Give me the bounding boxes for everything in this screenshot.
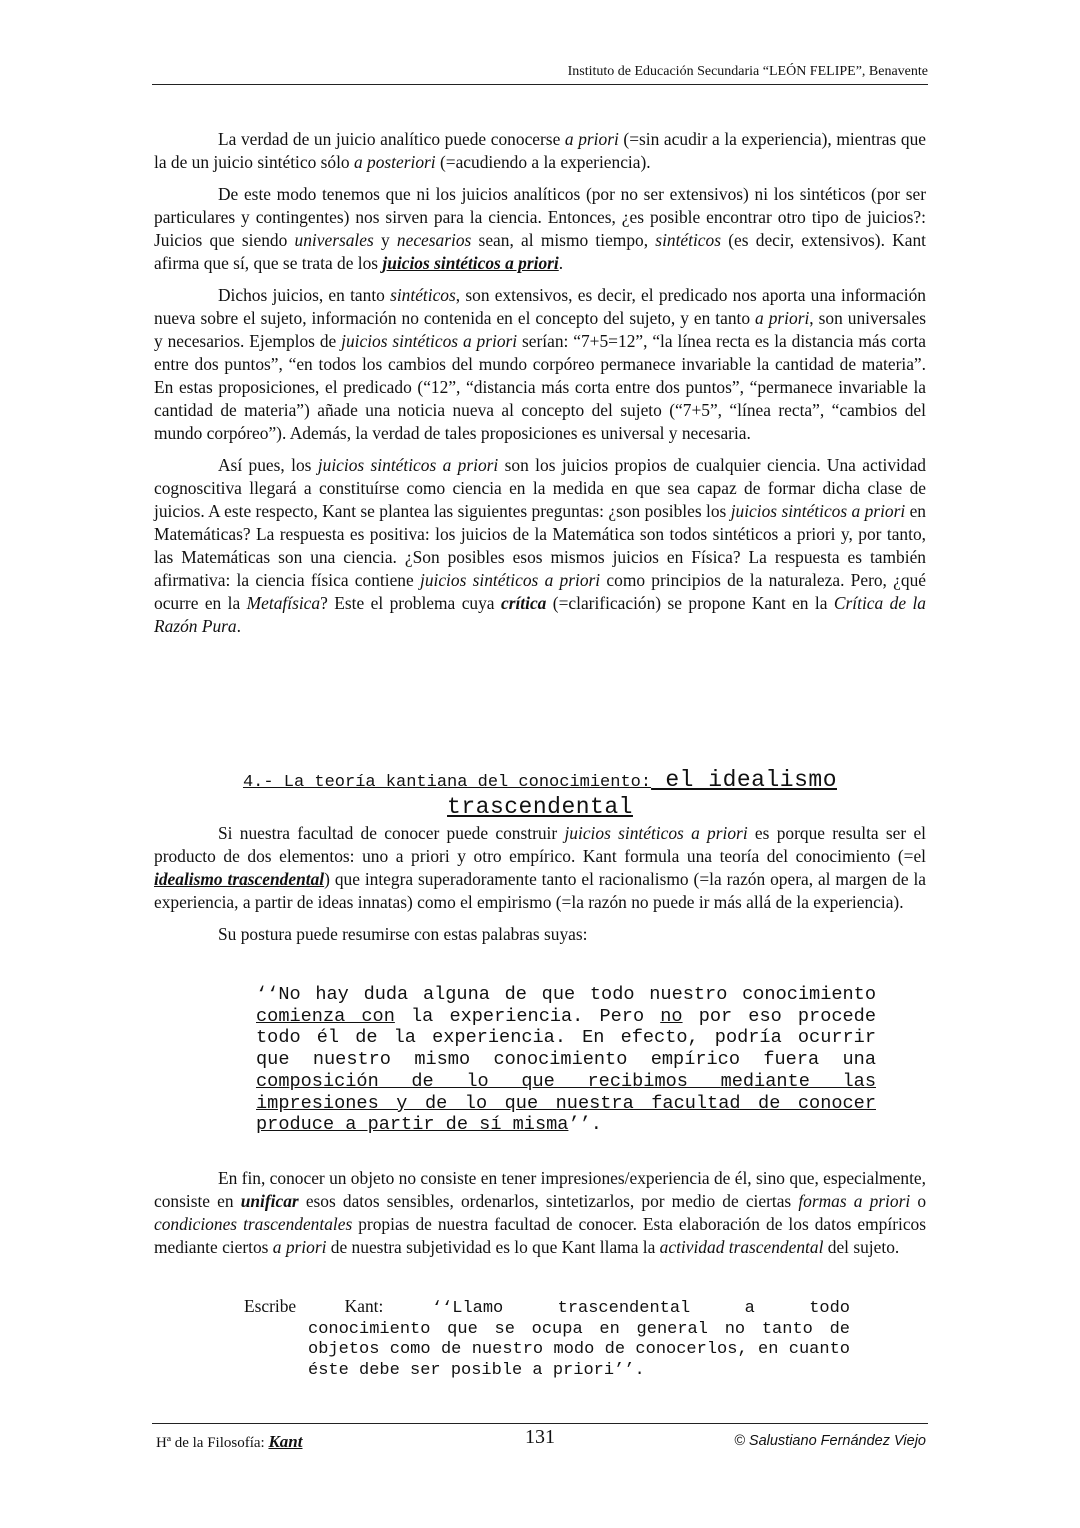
quote-2-intro: Escribe Kant: — [244, 1296, 384, 1316]
page-number: 131 — [525, 1426, 555, 1448]
section-heading-prefix: 4.- La teoría kantiana del conocimiento: — [242, 773, 652, 792]
paragraph-7-block — [154, 1167, 926, 1259]
kant-quote-1: ‘‘No hay duda alguna de que todo nuestro conocimiento comienza con la experiencia. Pero no por eso procede todo él de la experiencia. En efecto, podría ocurrir que nuestro mismo conocimiento empírico fuera una composición de lo que recibimos mediante las impresiones y de lo que nuestra facultad de conocer produce a partir de sí misma’’. — [256, 984, 876, 1136]
footer-copyright: © Salustiano Fernández Viejo — [734, 1433, 926, 1449]
kant-quote-2 — [244, 1296, 850, 1381]
section-heading-part2: trascendental — [447, 794, 633, 820]
quote-2-first-line: ‘‘Llamo trascendental a todo — [431, 1299, 850, 1318]
paragraph-5: Si nuestra facultad de conocer puede construir juicios sintéticos a priori es porque resulta ser el producto de dos elementos: uno a priori y otro empírico. Kant formula una teoría del conocimiento (=el idealismo trascendental) que integra superadoramente tanto el racionalismo (=la razón opera, al margen de la experiencia, a partir de ideas innatas) como el empirismo (=la razón no puede ir más allá de la experiencia). — [154, 823, 927, 912]
paragraph-4: Así pues, los juicios sintéticos a priori son los juicios propios de cualquier ciencia. Una actividad cognoscitiva llegará a constituírse como ciencia en la medida en que sea capaz de formar dicha clase de juicios. A este respecto, Kant se plantea las siguientes preguntas: ¿son posibles los juicios sintéticos a priori en Matemáticas? La respuesta es positiva: los juicios de la Matemática son todos sintéticos a priori y, por tanto, las Matemáticas son una ciencia. ¿Son posibles esos mismos juicios en Física? La respuesta es también afirmativa: la ciencia física contiene juicios sintéticos a priori como principios de la naturaleza. Pero, ¿qué ocurre en la Metafísica? Este el problema cuya crítica (=clarificación) se propone Kant en la Crítica de la Razón Pura. — [154, 455, 927, 636]
footer-author: Kant — [268, 1432, 303, 1451]
footer-rule — [152, 1423, 928, 1424]
section-heading-part1: el idealismo — [651, 767, 837, 793]
quote-2-rest: conocimiento que se ocupa en general no tanto de objetos como de nuestro modo de conocerlos, en cuanto éste debe ser posible a priori’’. — [308, 1319, 850, 1380]
emphasis-juicios-sinteticos: juicios sintéticos a priori — [382, 253, 559, 273]
section-body — [154, 822, 926, 955]
page-header — [152, 64, 928, 85]
body-text — [154, 128, 926, 647]
section-heading — [154, 768, 926, 822]
header-institution: Instituto de Educación Secundaria “LEÓN FELIPE”, Benavente — [567, 64, 928, 79]
paragraph-3: Dichos juicios, en tanto sintéticos, son extensivos, es decir, el predicado nos aporta una información nueva sobre el sujeto, información no contenida en el concepto del sujeto, y en tanto a priori, son universales y necesarios. Ejemplos de juicios sintéticos a priori serían: “7+5=12”, “la línea recta es la distancia más corta entre dos puntos”, “en todos los cambios del mundo corpóreo permanece invariable la cantidad de materia”. En estas proposiciones, el predicado (“12”, “distancia más corta entre dos puntos”, “permanece invariable la cantidad de materia”) añade una noticia nueva al concepto del sujeto (“7+5”, “línea recta”, “cambios del mundo corpóreo”). Además, la verdad de tales proposiciones es universal y necesaria. — [154, 285, 927, 443]
paragraph-2: De este modo tenemos que ni los juicios analíticos (por no ser extensivos) ni los sintéticos (por ser particulares y contingentes) nos sirven para la ciencia. Entonces, ¿es posible encontrar otro tipo de juicios?: Juicios que siendo universales y necesarios sean, al mismo tiempo, sintéticos (es decir, extensivos). Kant afirma que sí, que se trata de los juicios sintéticos a priori. — [154, 184, 926, 273]
emphasis-idealismo: idealismo trascendental — [154, 869, 325, 889]
paragraph-6: Su postura puede resumirse con estas palabras suyas: — [218, 924, 588, 944]
paragraph-7: En fin, conocer un objeto no consiste en tener impresiones/experiencia de él, sino que, especialmente, consiste en unificar esos datos sensibles, ordenarlos, sintetizarlos, por medio de ciertas formas a priori o condiciones trascendentales propias de nuestra facultad de conocer. Esta elaboración de los datos empíricos mediante ciertos a priori de nuestra subjetividad es lo que Kant llama la actividad trascendental del sujeto. — [154, 1168, 927, 1257]
footer-course: Hª de la Filosofía: Kant — [156, 1432, 303, 1451]
paragraph-1: La verdad de un juicio analítico puede conocerse a priori (=sin acudir a la experiencia), mientras que la de un juicio sintético sólo a posteriori (=acudiendo a la experiencia). — [154, 129, 926, 172]
